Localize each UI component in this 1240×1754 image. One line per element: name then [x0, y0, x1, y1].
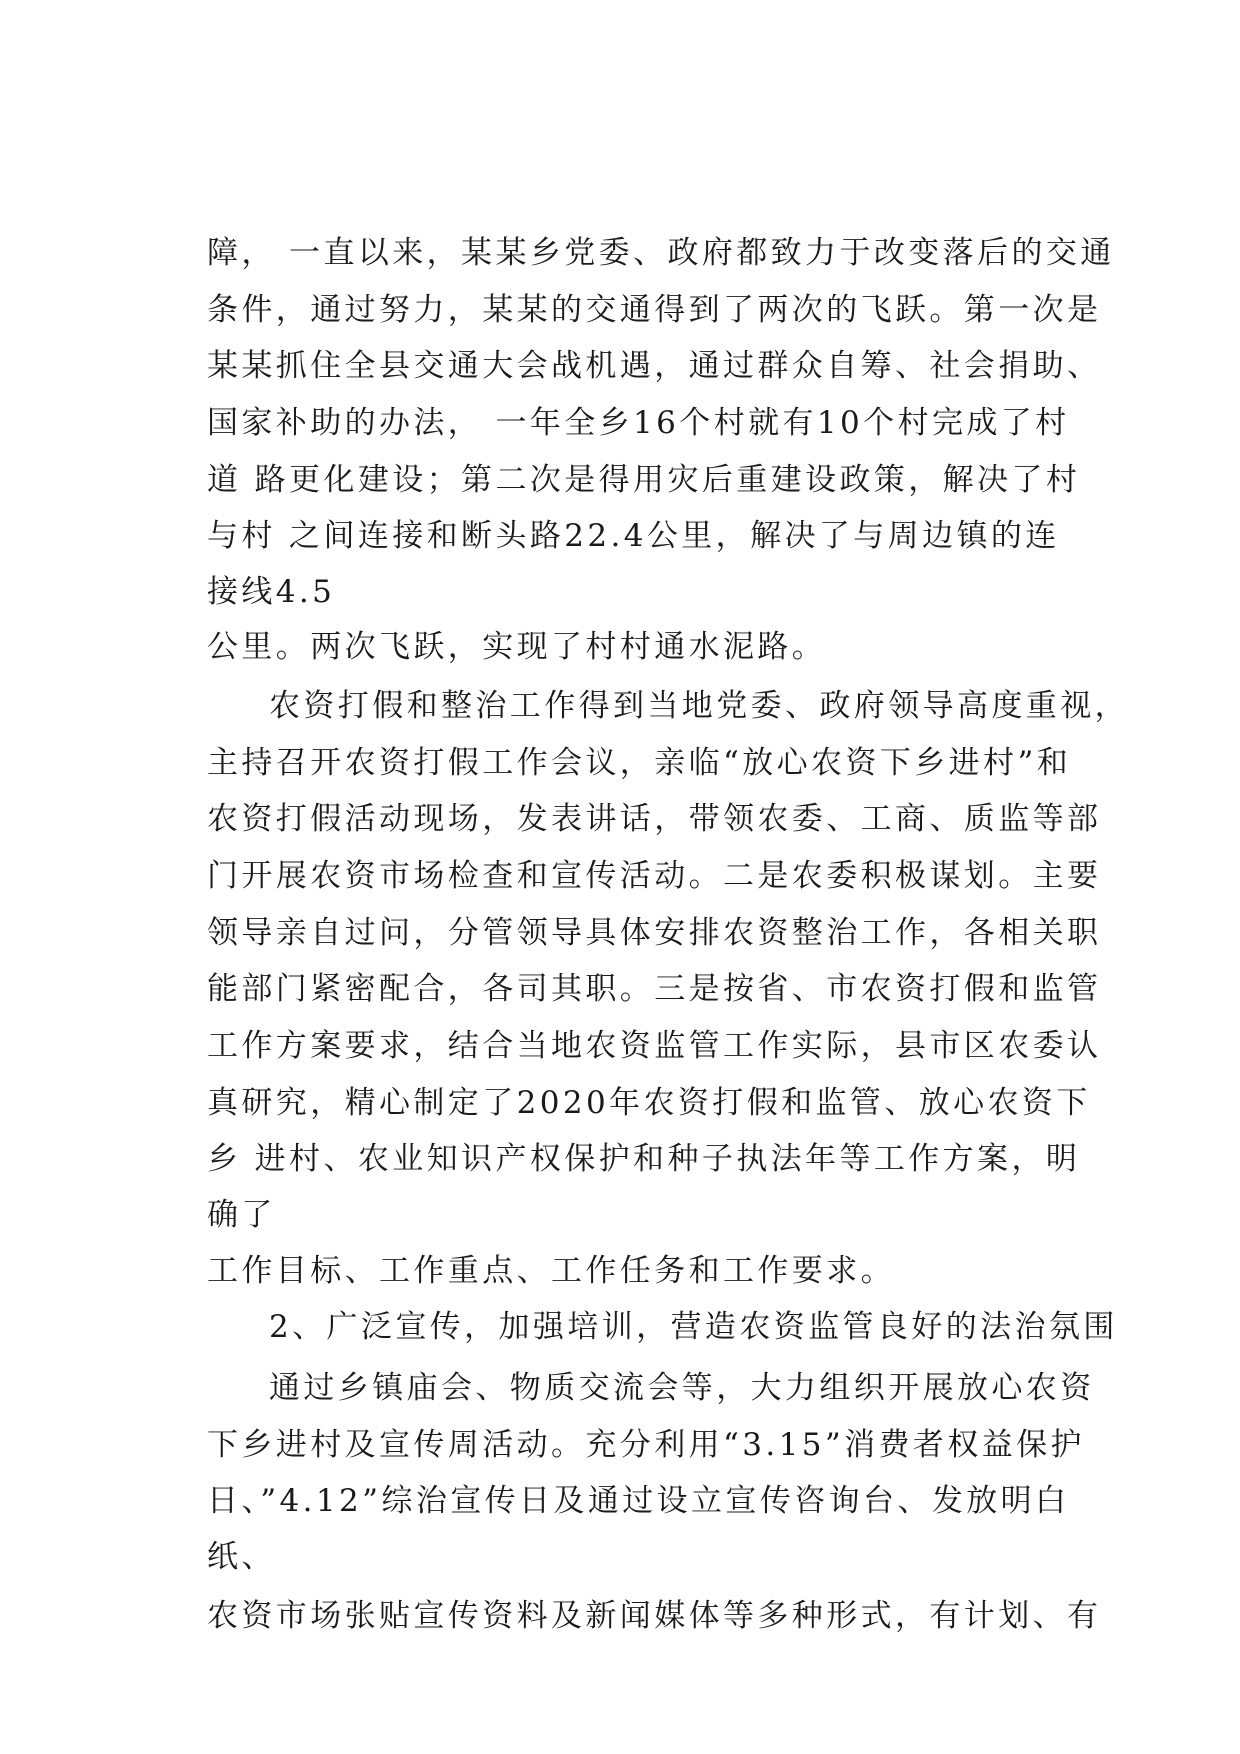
text-line: 农资打假活动现场，发表讲话，带领农委、工商、质监等部: [207, 801, 1102, 837]
text-line: 真研究，精心制定了2020年农资打假和监管、放心农资下: [207, 1085, 1091, 1121]
text-line: 确了: [207, 1197, 276, 1233]
text-line: 公里。两次飞跃，实现了村村通水泥路。: [207, 629, 827, 665]
text-line: 主持召开农资打假工作会议，亲临“放心农资下乡进村”和: [207, 745, 1072, 781]
text-line: 下乡进村及宣传周活动。充分利用“3.15”消费者权益保护: [207, 1427, 1085, 1463]
text-line: 2、广泛宣传，加强培训，营造农资监管良好的法治氛围: [269, 1309, 1118, 1345]
text-line: 某某抓住全县交通大会战机遇，通过群众自筹、社会捐助、: [207, 348, 1102, 384]
text-line: 领导亲自过问，分管领导具体安排农资整治工作，各相关职: [207, 915, 1102, 951]
text-line: 纸、: [207, 1539, 276, 1575]
text-line: 工作目标、工作重点、工作任务和工作要求。: [207, 1253, 895, 1289]
text-line: 门开展农资市场检查和宣传活动。二是农委积极谋划。主要: [207, 858, 1102, 894]
text-line: 农资打假和整治工作得到当地党委、政府领导高度重视，: [269, 688, 1129, 724]
text-line: 日、”4.12”综治宣传日及通过设立宣传咨询台、发放明白: [207, 1483, 1070, 1519]
text-line: 通过乡镇庙会、物质交流会等，大力组织开展放心农资: [269, 1370, 1095, 1406]
text-line: 农资市场张贴宣传资料及新闻媒体等多种形式，有计划、有: [207, 1598, 1102, 1634]
text-line: 与村 之间连接和断头路22.4公里，解决了与周边镇的连: [207, 518, 1060, 554]
text-line: 能部门紧密配合，各司其职。三是按省、市农资打假和监管: [207, 971, 1102, 1007]
text-line: 乡 进村、农业知识产权保护和种子执法年等工作方案，明: [207, 1141, 1081, 1177]
text-line: 道 路更化建设；第二次是得用灾后重建设政策，解决了村: [207, 462, 1081, 498]
text-line: 障， 一直以来，某某乡党委、政府都致力于改变落后的交通: [207, 235, 1115, 271]
text-line: 国家补助的办法， 一年全乡16个村就有10个村完成了村: [207, 405, 1070, 441]
text-line: 工作方案要求，结合当地农资监管工作实际，县市区农委认: [207, 1028, 1102, 1064]
text-line: 接线4.5: [207, 574, 336, 610]
text-line: 条件，通过努力，某某的交通得到了两次的飞跃。第一次是: [207, 292, 1102, 328]
